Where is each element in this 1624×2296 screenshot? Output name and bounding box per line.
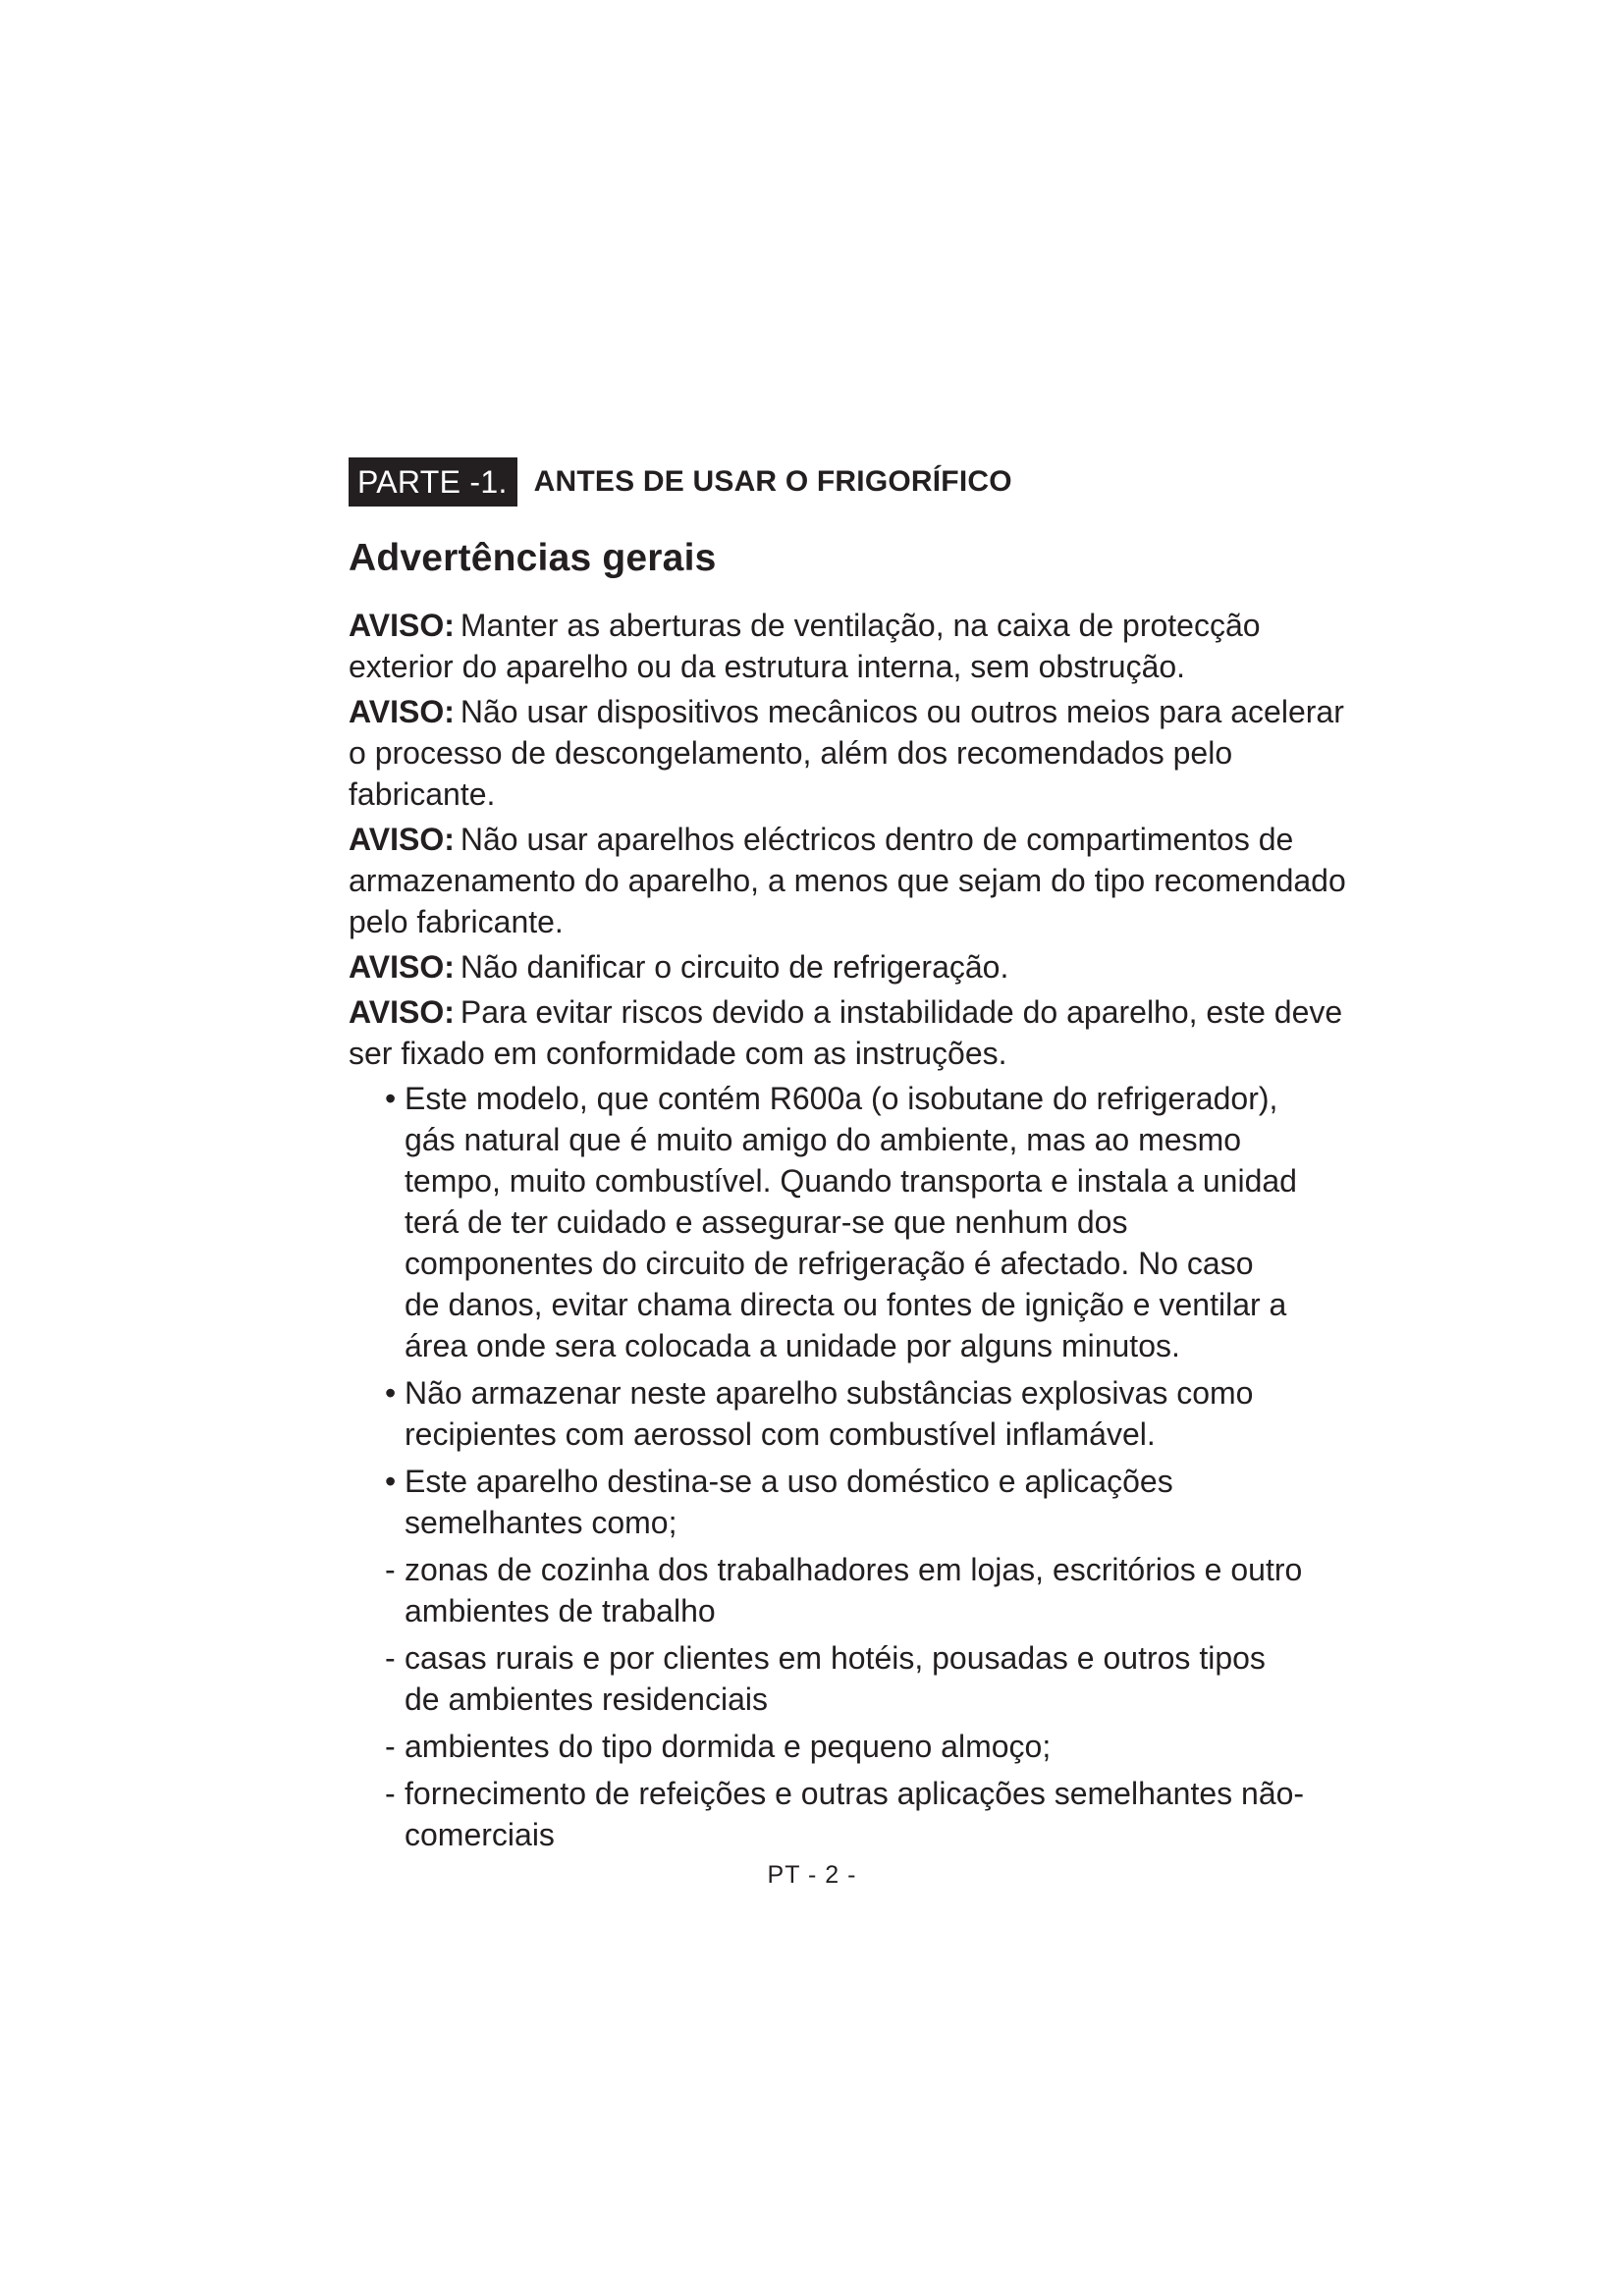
list-line: ambientes de trabalho xyxy=(405,1593,716,1629)
dash-marker: - xyxy=(385,1552,396,1587)
list-item xyxy=(349,1773,1416,1855)
section-title: Advertências gerais xyxy=(349,537,717,579)
warning-text: Não usar aparelhos eléctricos dentro de compartimentos de armazenamento do aparelho, a menos que sejam do tipo recomendado pelo fabricante. xyxy=(349,822,1346,939)
list-item xyxy=(349,1461,1416,1543)
list-item xyxy=(349,1726,1416,1767)
dash-marker: - xyxy=(385,1776,396,1811)
list-line: ambientes do tipo dormida e pequeno almoço; xyxy=(405,1729,1052,1764)
list-line: tempo, muito combustível. Quando transporta e instala a unidad xyxy=(405,1163,1297,1199)
page-content xyxy=(349,457,1370,1861)
warning-label: AVISO: xyxy=(349,994,455,1030)
warning-paragraph xyxy=(349,605,1370,687)
warning-text: Não danificar o circuito de refrigeração. xyxy=(460,949,1009,985)
list-line: Este modelo, que contém R600a (o isobutane do refrigerador), xyxy=(405,1081,1278,1116)
list-line: fornecimento de refeições e outras aplicações semelhantes não- xyxy=(405,1776,1305,1811)
list-line: componentes do circuito de refrigeração é afectado. No caso xyxy=(405,1246,1254,1281)
list-line: de danos, evitar chama directa ou fontes de ignição e ventilar a xyxy=(405,1287,1287,1322)
list-item xyxy=(349,1078,1416,1366)
list-line: recipientes com aerossol com combustível inflamável. xyxy=(405,1416,1156,1452)
list-line: casas rurais e por clientes em hotéis, pousadas e outros tipos xyxy=(405,1640,1266,1676)
warning-paragraph xyxy=(349,819,1370,942)
warning-label: AVISO: xyxy=(349,949,455,985)
warning-text: Não usar dispositivos mecânicos ou outros meios para acelerar o processo de descongelamento, além dos recomendados pelo fabricante. xyxy=(349,694,1344,812)
part-badge: PARTE -1. xyxy=(349,457,517,507)
bullet-marker: • xyxy=(385,1464,397,1499)
list-item xyxy=(349,1372,1416,1455)
dash-marker: - xyxy=(385,1729,396,1764)
list-line: Este aparelho destina-se a uso doméstico e aplicações xyxy=(405,1464,1173,1499)
bullet-marker: • xyxy=(385,1375,397,1411)
list-item xyxy=(349,1549,1416,1631)
list-line: zonas de cozinha dos trabalhadores em lojas, escritórios e outro xyxy=(405,1552,1303,1587)
warning-text: Manter as aberturas de ventilação, na caixa de protecção exterior do aparelho ou da estrutura interna, sem obstrução. xyxy=(349,608,1261,684)
part-title: ANTES DE USAR O FRIGORÍFICO xyxy=(533,465,1012,498)
bullet-marker: • xyxy=(385,1081,397,1116)
warning-paragraph xyxy=(349,991,1370,1074)
warning-label: AVISO: xyxy=(349,608,455,643)
list-line: Não armazenar neste aparelho substâncias explosivas como xyxy=(405,1375,1254,1411)
warning-label: AVISO: xyxy=(349,822,455,857)
list-line: de ambientes residenciais xyxy=(405,1682,768,1717)
list-line: gás natural que é muito amigo do ambiente, mas ao mesmo xyxy=(405,1122,1242,1157)
warning-label: AVISO: xyxy=(349,694,455,729)
list-line: comerciais xyxy=(405,1817,555,1852)
list-line: área onde sera colocada a unidade por alguns minutos. xyxy=(405,1328,1180,1363)
list-line: terá de ter cuidado e assegurar-se que nenhum dos xyxy=(405,1204,1128,1240)
usage-list xyxy=(349,1078,1370,1855)
list-line: semelhantes como; xyxy=(405,1505,677,1540)
warning-paragraph xyxy=(349,946,1370,988)
list-item xyxy=(349,1637,1416,1720)
warning-paragraph xyxy=(349,691,1370,815)
page-number: PT - 2 - xyxy=(767,1861,857,1889)
part-header xyxy=(349,457,1370,507)
warning-text: Para evitar riscos devido a instabilidade do aparelho, este deve ser fixado em conformidade com as instruções. xyxy=(349,994,1343,1071)
warnings-list xyxy=(349,605,1370,1074)
dash-marker: - xyxy=(385,1640,396,1676)
